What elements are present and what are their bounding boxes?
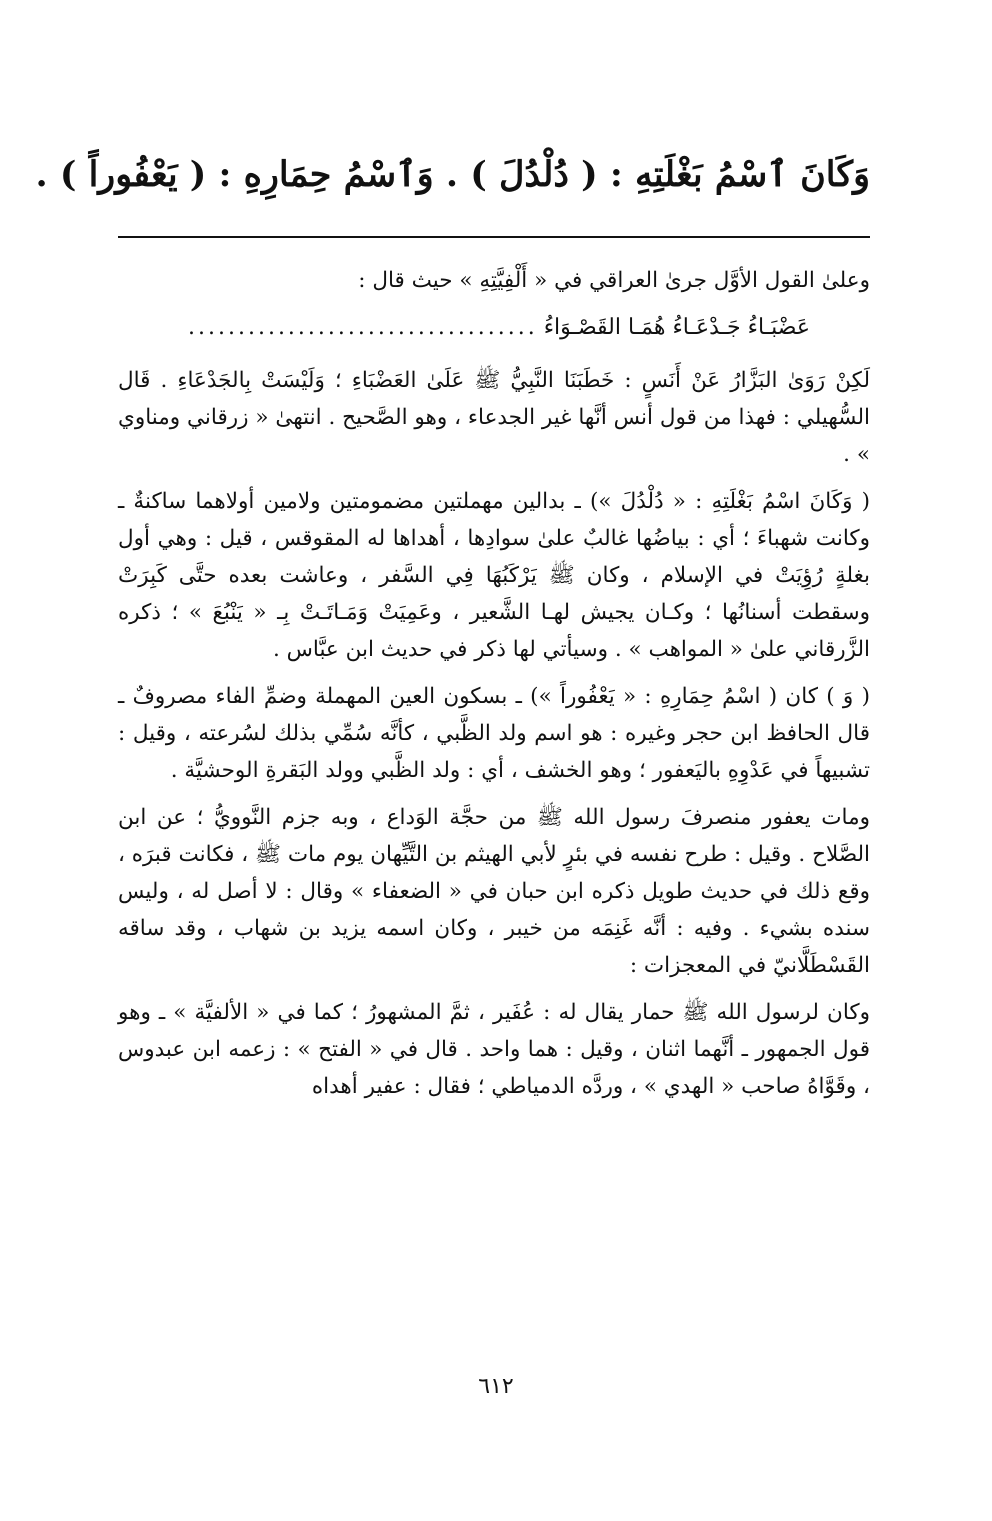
paragraph-duldul: ( وَكَانَ اسْمُ بَغْلَتِهِ : « دُلْدُلَ ») ـ بدالين مهملتين مضمومتين ولامين أولاهما ساكنةٌ ـ وكانت شهباءَ ؛ أي : بياضُها غالبٌ علىٰ سوادِها ، أهداها له المقوقس ، قيل : وهي أول بغلةٍ رُؤِيَتْ في الإسلام ، وكان ﷺ يَرْكَبُهَا فِي السَّفر ، وعاشت بعده حتَّى كَبِرَتْ وسقطت أسنانُها ؛ وكـان يجيش لهـا الشَّعير ، وعَمِيَتْ وَمَـاتَـتْ بِـ « يَنْبُعَ » ؛ ذكره الزَّرقاني علىٰ « المواهب » . وسيأتي لها ذكر في حديث ابن عبَّاس . xyxy=(118,489,870,662)
paragraph-bazzar: لَكِنْ رَوَىٰ البَزَّارُ عَنْ أَنَسٍ : خَطَبَنَا النَّبِيُّ ﷺ عَلَىٰ العَضْبَاءِ ؛ وَلَيْسَتْ بِالجَدْعَاءِ . قَال السُّهيلي : فهذا من قول أنس أنَّها غير الجدعاء ، وهو الصَّحيح . انتهىٰ « زرقاني ومناوي » . xyxy=(118,368,870,467)
paragraph-yafur-death: ومات يعفور منصرفَ رسول الله ﷺ من حجَّة الوَداع ، وبه جزم النَّوويُّ ؛ عن ابن الصَّلاح . وقيل : طرح نفسه في بئرٍ لأبي الهيثم بن التَّيِّهان يوم مات ﷺ ، فكانت قبرَه ، وقع ذلك في حديث طويل ذكره ابن حبان في « الضعفاء » وقال : لا أصل له ، وليس سنده بشيء . وفيه : أنَّه غَنِمَه من خيبر ، وكان اسمه يزيد بن شهاب ، وقد ساقه القَسْطَلَّانيّ في المعجزات : xyxy=(118,805,870,978)
poem-hemistich-first: عَضْبَـاءُ جَـدْعَـاءُ هُمَـا القَصْـوَاءُ xyxy=(543,315,810,340)
main-text-line: وَكَانَ ٱسْمُ بَغْلَتِهِ : ( دُلْدُلَ ) . وَٱسْمُ حِمَارِهِ : ( يَعْفُوراً ) . xyxy=(35,154,870,195)
intro-paragraph: وعلىٰ القول الأوَّل جرىٰ العراقي في « أَلْفِيَّتِهِ » حيث قال : xyxy=(358,268,870,293)
commentary-notes xyxy=(118,262,870,1115)
page-number: ٦١٢ xyxy=(478,1374,514,1399)
paragraph-ufayr: وكان لرسول الله ﷺ حمار يقال له : عُفَير ، ثمَّ المشهورُ ؛ كما في « الألفيَّة » ـ وهو قول الجمهور ـ أنَّهما اثنان ، وقيل : هما واحد . قال في « الفتح » : زعمه ابن عبدوس ، وقَوَّاهُ صاحب « الهدي » ، وردَّه الدمياطي ؛ فقال : عفير أهداه xyxy=(118,1000,870,1099)
poem-verse xyxy=(118,309,870,346)
separator-rule xyxy=(118,236,870,238)
paragraph-yafur: ( وَ ) كان ( اسْمُ حِمَارِهِ : « يَعْفُوراً ») ـ بسكون العين المهملة وضمِّ الفاء مصروفٌ ـ قال الحافظ ابن حجر وغيره : هو اسم ولد الظَّبي ، كأنَّه سُمِّي بذلك لسُرعته ، وقيل : تشبيهاً في عَدْوِهِ باليَعفور ؛ وهو الخشف ، أي : ولد الظَّبي وولد البَقرةِ الوحشيَّة . xyxy=(118,684,870,783)
poem-hemistich-second: ................................... xyxy=(188,315,538,340)
